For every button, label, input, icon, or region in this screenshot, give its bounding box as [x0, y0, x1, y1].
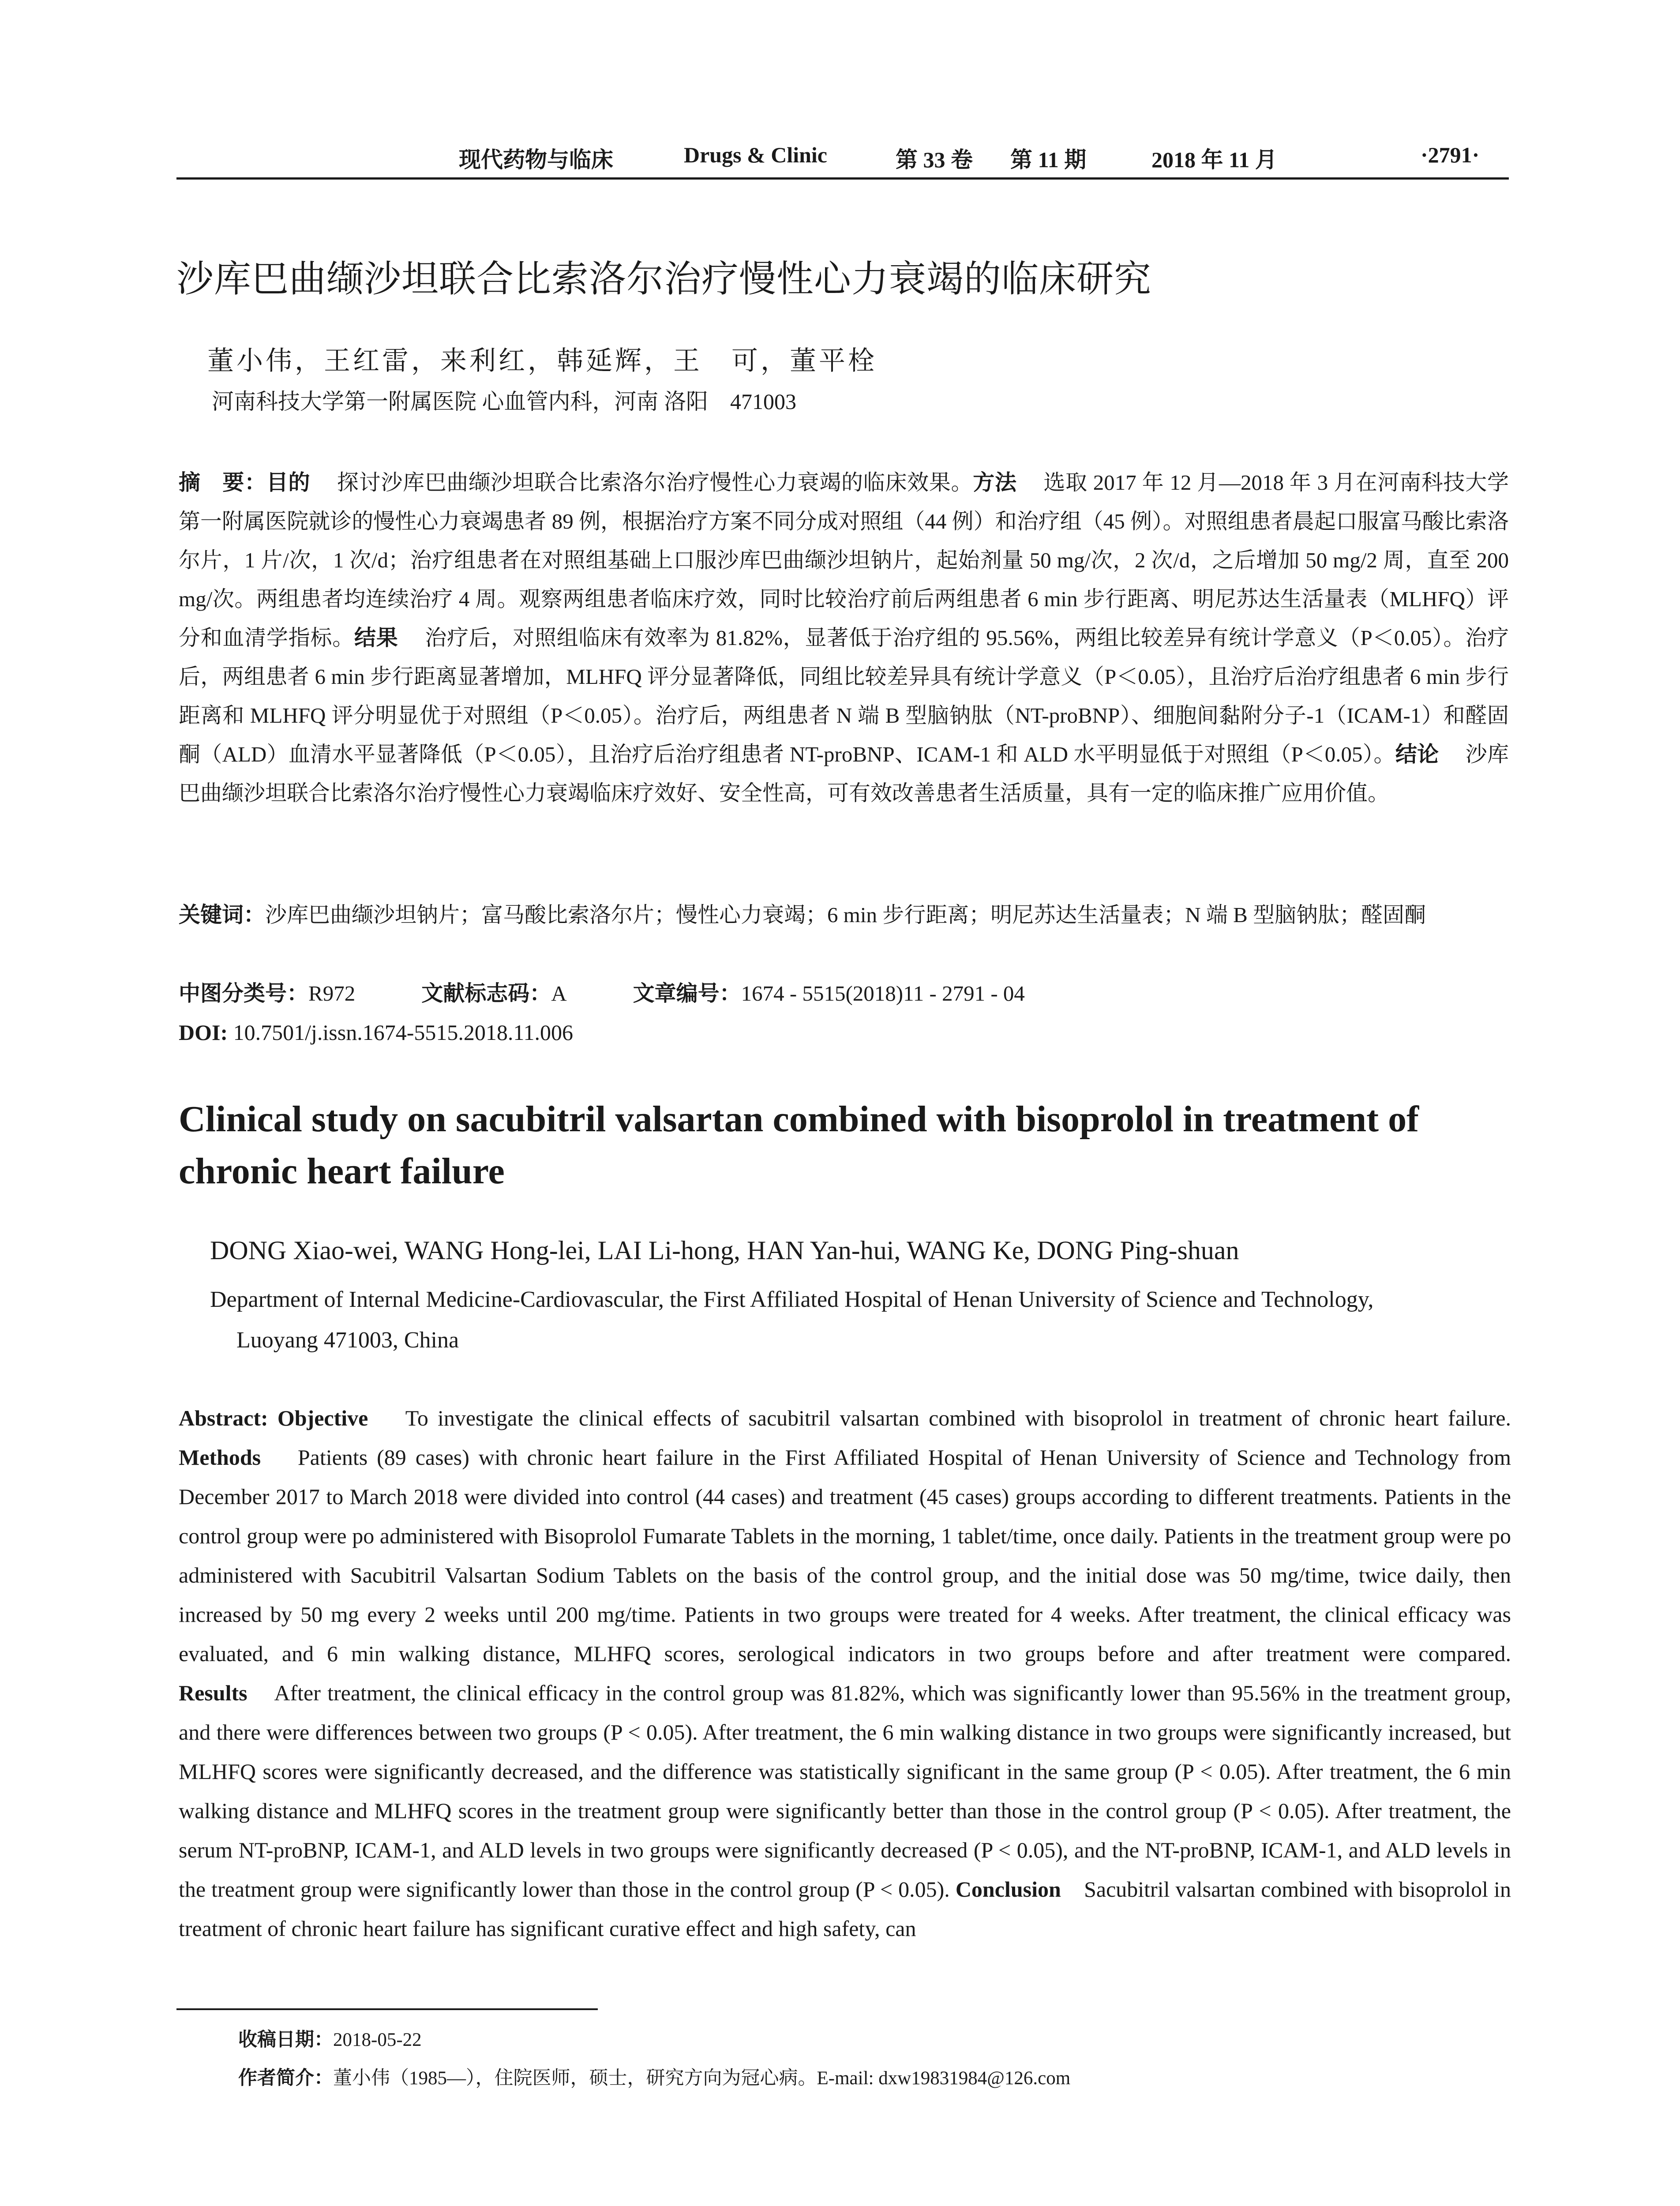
en-authors: DONG Xiao-wei, WANG Hong-lei, LAI Li-hong, HAN Yan-hui, WANG Ke, DONG Ping-shuan [210, 1236, 1239, 1265]
cn-conclusion: 沙库巴曲缬沙坦联合比索洛尔治疗慢性心力衰竭临床疗效好、安全性高，可有效改善患者生活质量，具有一定的临床推广应用价值。 [179, 742, 1509, 805]
cn-objective-label: 目的 [266, 470, 311, 495]
cn-affiliation: 河南科技大学第一附属医院 心血管内科，河南 洛阳 471003 [212, 389, 796, 414]
en-affiliation-line1: Department of Internal Medicine-Cardiovascular, the First Affiliated Hospital of Henan University of Science and Technology, [210, 1287, 1374, 1312]
journal-name-cn: 现代药物与临床 [459, 147, 613, 172]
cn-authors: 董小伟，王红雷，来利红，韩延辉，王 可，董平栓 [207, 346, 877, 375]
doc-code-value: A [551, 981, 567, 1005]
received-value: 2018-05-22 [333, 2030, 422, 2050]
cn-abstract-label: 摘 要： [179, 470, 266, 495]
running-header [176, 142, 1509, 177]
header-rule [176, 177, 1509, 180]
en-affiliation [210, 1279, 1511, 1361]
volume: 第 33 卷 [896, 147, 973, 172]
issue: 第 11 期 [1010, 147, 1087, 172]
en-results-label: Results [179, 1681, 248, 1705]
en-conclusion: Sacubitril valsartan combined with bisoprolol in treatment of chronic heart failure has significant curative effect and high safety, can [179, 1877, 1511, 1941]
cn-title: 沙库巴曲缬沙坦联合比索洛尔治疗慢性心力衰竭的临床研究 [176, 257, 1152, 300]
author-bio-label: 作者简介： [238, 2067, 333, 2089]
en-methods: Patients (89 cases) with chronic heart failure in the First Affiliated Hospital of Henan University of Science and Technology from December 2017 to March 2018 were divided into control (44 cases) and treatment (45 cases) groups according to different treatments. Patients in the control group were po administered with Bisoprolol Fumarate Tablets in the morning, 1 tablet/time, once daily. Patients in the treatment group were po administered with Sacubitril Valsartan Sodium Tablets on the basis of the control group, and the initial dose was 50 mg/time, twice daily, then increased by 50 mg every 2 weeks until 200 mg/time. Patients in two groups were treated for 4 weeks. After treatment, the clinical efficacy was evaluated, and 6 min walking distance, MLHFQ scores, serological indicators in two groups before and after treatment were compared. [179, 1445, 1511, 1666]
en-results: After treatment, the clinical efficacy in the control group was 81.82%, which was significantly lower than 95.56% in the treatment group, and there were differences between two groups (P < 0.05). After treatment, the 6 min walking distance in two groups were significantly increased, but MLHFQ scores were significantly decreased, and the difference was statistically significant in the same group (P < 0.05). After treatment, the 6 min walking distance and MLHFQ scores in the treatment group were significantly better than those in the control group (P < 0.05). After treatment, the serum NT-proBNP, ICAM-1, and ALD levels in two groups were significantly decreased (P < 0.05), and the NT-proBNP, ICAM-1, and ALD levels in the treatment group were significantly lower than those in the control group (P < 0.05). [179, 1681, 1511, 1902]
footnote-rule [176, 2008, 598, 2010]
en-objective: To investigate the clinical effects of sacubitril valsartan combined with bisoprolol in treatment of chronic heart failure. [405, 1406, 1511, 1430]
doi-link[interactable]: 10.7501/j.issn.1674-5515.2018.11.006 [233, 1020, 573, 1045]
cn-keywords [179, 896, 1509, 934]
doi-label: DOI: [179, 1020, 228, 1045]
cn-abstract [179, 463, 1509, 813]
cn-results: 治疗后，对照组临床有效率为 81.82%，显著低于治疗组的 95.56%，两组比较差异有统计学意义（P＜0.05）。治疗后，两组患者 6 min 步行距离显著增加，MLHFQ 评分显著降低，同组比较差异具有统计学意义（P＜0.05），且治疗后治疗组患者 6 min 步行距离和 MLHFQ 评分明显优于对照组（P＜0.05）。治疗后，两组患者 N 端 B 型脑钠肽（NT-proBNP）、细胞间黏附分子-1（ICAM-1）和醛固酮（ALD）血清水平显著降低（P＜0.05），且治疗后治疗组患者 NT-proBNP、ICAM-1 和 ALD 水平明显低于对照组（P＜0.05）。 [179, 626, 1509, 766]
footnote [238, 2021, 1070, 2097]
cn-keywords-label: 关键词： [179, 902, 266, 927]
en-title: Clinical study on sacubitril valsartan combined with bisoprolol in treatment of chronic heart failure [179, 1099, 1419, 1192]
author-bio [238, 2059, 1070, 2097]
cn-methods-label: 方法 [973, 470, 1017, 495]
received-label: 收稿日期： [238, 2029, 333, 2051]
en-abstract-label: Abstract: [179, 1406, 268, 1430]
en-objective-label: Objective [277, 1406, 368, 1430]
page-number: ·2791· [1421, 143, 1480, 167]
en-methods-label: Methods [179, 1445, 261, 1470]
cn-objective: 探讨沙库巴曲缬沙坦联合比索洛尔治疗慢性心力衰竭的临床效果。 [337, 470, 973, 495]
clc-value: R972 [308, 981, 356, 1005]
doc-code-label: 文献标志码： [421, 981, 551, 1006]
cn-classification [179, 974, 1509, 1013]
en-affiliation-line2: Luoyang 471003, China [236, 1328, 459, 1353]
cn-methods: 选取 2017 年 12 月—2018 年 3 月在河南科技大学第一附属医院就诊的慢性心力衰竭患者 89 例，根据治疗方案不同分成对照组（44 例）和治疗组（45 例）。对照组患者晨起口服富马酸比索洛尔片，1 片/次，1 次/d；治疗组患者在对照组基础上口服沙库巴曲缬沙坦钠片，起始剂量 50 mg/次，2 次/d，之后增加 50 mg/2 周，直至 200 mg/次。两组患者均连续治疗 4 周。观察两组患者临床疗效，同时比较治疗前后两组患者 6 min 步行距离、明尼苏达生活量表（MLHFQ）评分和血清学指标。 [179, 470, 1509, 650]
clc-label: 中图分类号： [179, 981, 309, 1006]
en-abstract [179, 1399, 1511, 1948]
article-no-value: 1674 - 5515(2018)11 - 2791 - 04 [741, 981, 1025, 1005]
issue-date: 2018 年 11 月 [1151, 147, 1277, 172]
cn-keywords-text: 沙库巴曲缬沙坦钠片；富马酸比索洛尔片；慢性心力衰竭；6 min 步行距离；明尼苏达生活量表；N 端 B 型脑钠肽；醛固酮 [265, 903, 1426, 927]
received-date [238, 2021, 1070, 2059]
article-no-label: 文章编号： [633, 981, 741, 1006]
cn-conclusion-label: 结论 [1395, 742, 1439, 767]
cn-results-label: 结果 [354, 625, 398, 650]
journal-name-en: Drugs & Clinic [684, 143, 827, 167]
author-bio-text: 董小伟（1985—），住院医师，硕士，研究方向为冠心病。E-mail: dxw19831984@126.com [333, 2068, 1071, 2089]
en-conclusion-label: Conclusion [955, 1877, 1061, 1902]
doi [179, 1013, 573, 1052]
